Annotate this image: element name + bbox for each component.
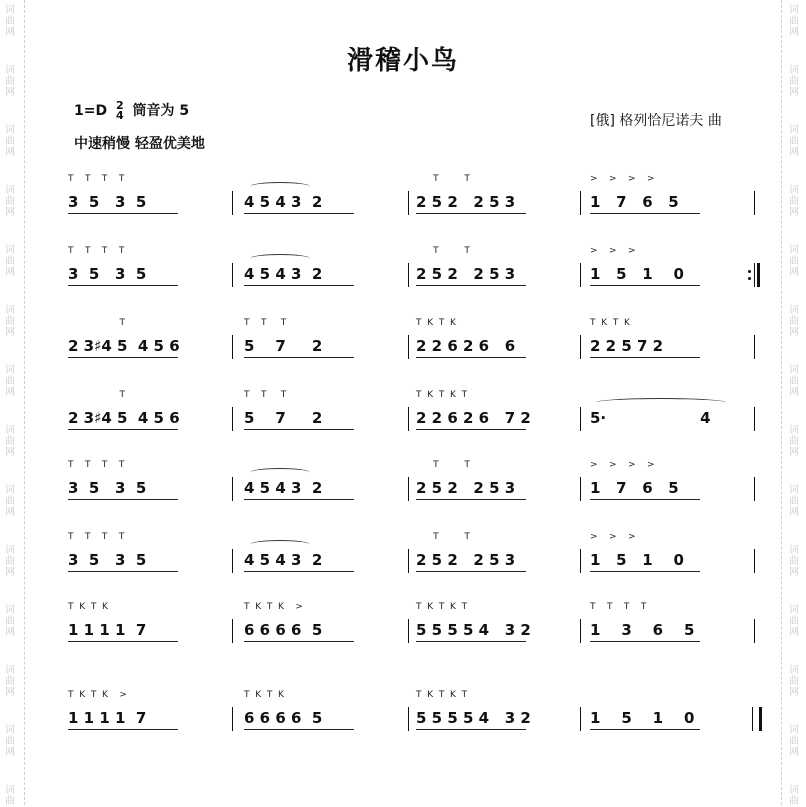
beam-underline [68, 357, 178, 358]
watermark-char: 曲 [5, 16, 15, 27]
bar-line [408, 619, 409, 643]
watermark-char: 词 [5, 545, 15, 556]
time-signature [116, 101, 124, 121]
articulation-marks: T T [416, 246, 470, 256]
watermark-char: 曲 [789, 256, 799, 267]
bar-line [580, 477, 581, 501]
beam-underline [244, 213, 354, 214]
articulation-marks: T [68, 390, 125, 400]
slur [250, 468, 310, 477]
bar-line [580, 549, 581, 573]
beam-underline [416, 429, 526, 430]
measure-notes: 4 5 4 3 2 [244, 265, 323, 283]
tempo-marking: 中速稍慢 轻盈优美地 [74, 136, 205, 152]
beam-underline [416, 499, 526, 500]
measure-notes: 2 5 2 2 5 3 [416, 193, 516, 211]
watermark-char: 曲 [789, 376, 799, 387]
measure-notes: 1 5 1 0 [590, 265, 684, 283]
articulation-marks: T T T T [68, 532, 125, 542]
bar-line [408, 263, 409, 287]
watermark-char: 曲 [5, 316, 15, 327]
watermark-char: 曲 [789, 496, 799, 507]
watermark-char: 词 [5, 245, 15, 256]
bar-line [408, 191, 409, 215]
measure-notes: 2 5 2 2 5 3 [416, 551, 516, 569]
beam-underline [590, 285, 700, 286]
articulation-marks: T T [416, 532, 470, 542]
watermark-char: 曲 [789, 436, 799, 447]
articulation-marks: T K T K [244, 690, 284, 700]
bar-line [408, 335, 409, 359]
beam-underline [590, 499, 700, 500]
bar-line [754, 191, 755, 215]
beam-underline [416, 213, 526, 214]
tie [596, 398, 726, 407]
watermark-char: 网 [789, 687, 799, 698]
beam-underline [590, 571, 700, 572]
watermark-char: 曲 [789, 136, 799, 147]
bar-line [232, 335, 233, 359]
watermark-char: 词 [5, 5, 15, 16]
watermark-char: 词 [5, 365, 15, 376]
watermark-char: 网 [5, 267, 15, 278]
bar-line [580, 407, 581, 431]
measure-notes: 3 5 3 5 [68, 265, 147, 283]
page-title: 滑稽小鸟 [346, 46, 459, 76]
watermark-char: 网 [5, 87, 15, 98]
measure-notes: 1 7 6 5 [590, 193, 679, 211]
score-row [60, 462, 770, 512]
watermark-char: 词 [5, 725, 15, 736]
watermark-char: 曲 [5, 136, 15, 147]
watermark-char: 词 [789, 5, 799, 16]
beam-underline [244, 429, 354, 430]
watermark-char: 曲 [789, 676, 799, 687]
final-barline [752, 707, 762, 731]
watermark-char: 词 [789, 725, 799, 736]
score-row [60, 692, 770, 742]
measure-notes: 1 5 1 0 [590, 551, 684, 569]
beam-underline [590, 729, 700, 730]
measure-notes: 5 5 5 5 4 3 2 [416, 621, 531, 639]
watermark-char: 曲 [789, 556, 799, 567]
watermark-char: 词 [789, 125, 799, 136]
measure-notes: 1 1 1 1 7 [68, 621, 147, 639]
measure-notes: 4 5 4 3 2 [244, 479, 323, 497]
watermark-char: 曲 [5, 196, 15, 207]
watermark-char: 曲 [5, 556, 15, 567]
watermark-char: 曲 [5, 796, 15, 807]
beam-underline [68, 499, 178, 500]
bar-line [580, 335, 581, 359]
bar-line [408, 407, 409, 431]
articulation-marks: T T T T [68, 460, 125, 470]
watermark-char: 网 [5, 627, 15, 638]
beam-underline [244, 571, 354, 572]
bar-line [580, 707, 581, 731]
measure-notes: 6 6 6 6 5 [244, 621, 323, 639]
watermark-char: 词 [789, 605, 799, 616]
watermark-char: 词 [5, 605, 15, 616]
articulation-marks: T T T T [590, 602, 647, 612]
watermark-char: 曲 [789, 736, 799, 747]
watermark-char: 网 [789, 627, 799, 638]
articulation-marks: T K T K [416, 318, 456, 328]
key-suffix: 筒音为 5 [132, 103, 190, 119]
bar-line [232, 549, 233, 573]
watermark-char: 网 [5, 507, 15, 518]
watermark-char: 网 [5, 567, 15, 578]
beam-underline [244, 357, 354, 358]
beam-underline [68, 571, 178, 572]
watermark-char: 曲 [789, 196, 799, 207]
bar-line [580, 619, 581, 643]
measure-notes: 2 2 5 7 2 [590, 337, 664, 355]
beam-underline [416, 641, 526, 642]
measure-notes: 6 6 6 6 5 [244, 709, 323, 727]
measure-notes: 5· 4 [590, 409, 711, 427]
watermark-char: 曲 [789, 616, 799, 627]
key-prefix: 1=D [74, 103, 108, 119]
bar-line [408, 477, 409, 501]
watermark-char: 网 [789, 207, 799, 218]
watermark-char: 曲 [5, 676, 15, 687]
bar-line [408, 549, 409, 573]
watermark-char: 曲 [5, 736, 15, 747]
beam-underline [416, 571, 526, 572]
beam-underline [68, 213, 178, 214]
bar-line [754, 619, 755, 643]
beam-underline [590, 357, 700, 358]
repeat-end-barline [748, 263, 762, 287]
watermark-char: 曲 [5, 496, 15, 507]
articulation-marks: > > > > [590, 174, 655, 184]
watermark-char: 网 [789, 27, 799, 38]
beam-underline [244, 499, 354, 500]
articulation-marks: T K T K T [416, 390, 468, 400]
measure-notes: 2 2 6 2 6 7 2 [416, 409, 531, 427]
watermark-char: 词 [5, 785, 15, 796]
beam-underline [68, 285, 178, 286]
beam-underline [590, 641, 700, 642]
bar-line [754, 335, 755, 359]
composer-credit: [俄] 格列恰尼诺夫 曲 [590, 113, 722, 129]
watermark-char: 词 [5, 65, 15, 76]
watermark-char: 词 [789, 245, 799, 256]
time-top: 2 [115, 99, 124, 112]
articulation-marks: > > > [590, 246, 636, 256]
measure-notes: 2 3♯4 5 4 5 6 [68, 409, 180, 427]
beam-underline [244, 285, 354, 286]
bar-line [754, 407, 755, 431]
bar-line [232, 191, 233, 215]
watermark-char: 网 [789, 387, 799, 398]
watermark-char: 网 [789, 87, 799, 98]
measure-notes: 2 3♯4 5 4 5 6 [68, 337, 180, 355]
beam-underline [68, 429, 178, 430]
measure-notes: 4 5 4 3 2 [244, 551, 323, 569]
watermark-char: 曲 [5, 76, 15, 87]
bar-line [754, 549, 755, 573]
time-bottom: 4 [115, 109, 124, 122]
watermark-char: 曲 [5, 376, 15, 387]
articulation-marks: > > > > [590, 460, 655, 470]
measure-notes: 2 5 2 2 5 3 [416, 265, 516, 283]
articulation-marks: T T T T [68, 246, 125, 256]
articulation-marks: T K T K > [68, 690, 127, 700]
watermark-char: 网 [5, 387, 15, 398]
bar-line [232, 407, 233, 431]
score-row [60, 320, 770, 370]
measure-notes: 5 7 2 [244, 409, 323, 427]
watermark-char: 词 [789, 665, 799, 676]
watermark-char: 网 [789, 507, 799, 518]
articulation-marks: T T [416, 460, 470, 470]
bar-line [580, 191, 581, 215]
measure-notes: 5 7 2 [244, 337, 323, 355]
watermark-char: 曲 [5, 436, 15, 447]
watermark-char: 网 [5, 447, 15, 458]
watermark-char: 词 [789, 545, 799, 556]
watermark-char: 网 [789, 327, 799, 338]
measure-notes: 1 5 1 0 [590, 709, 695, 727]
bar-line [754, 477, 755, 501]
score-row [60, 248, 770, 298]
beam-underline [416, 285, 526, 286]
watermark-char: 曲 [789, 76, 799, 87]
watermark-char: 曲 [789, 16, 799, 27]
articulation-marks: T [68, 318, 125, 328]
watermark-char: 网 [5, 147, 15, 158]
watermark-char: 网 [5, 327, 15, 338]
watermark-char: 网 [789, 747, 799, 758]
watermark-char: 曲 [789, 316, 799, 327]
watermark-char: 词 [5, 185, 15, 196]
measure-notes: 1 7 6 5 [590, 479, 679, 497]
articulation-marks: T K T K T [416, 602, 468, 612]
measure-notes: 1 3 6 5 [590, 621, 695, 639]
watermark-char: 网 [789, 147, 799, 158]
watermark-char: 网 [789, 267, 799, 278]
watermark-char: 词 [789, 485, 799, 496]
articulation-marks: T T T T [68, 174, 125, 184]
articulation-marks: T T T [244, 390, 287, 400]
watermark-char: 网 [5, 207, 15, 218]
watermark-char: 词 [789, 365, 799, 376]
measure-notes: 2 5 2 2 5 3 [416, 479, 516, 497]
articulation-marks: T K T K > [244, 602, 303, 612]
watermark-char: 词 [789, 185, 799, 196]
slur [250, 540, 310, 549]
beam-underline [68, 641, 178, 642]
watermark-char: 曲 [789, 796, 799, 807]
watermark-char: 词 [5, 665, 15, 676]
score-row [60, 392, 770, 442]
beam-underline [244, 641, 354, 642]
bar-line [580, 263, 581, 287]
watermark-char: 词 [789, 65, 799, 76]
watermark-char: 词 [5, 305, 15, 316]
watermark-char: 词 [789, 785, 799, 796]
watermark-char: 网 [789, 447, 799, 458]
measure-notes: 3 5 3 5 [68, 551, 147, 569]
slur [250, 254, 310, 263]
beam-underline [416, 729, 526, 730]
bar-line [232, 263, 233, 287]
bar-line [232, 619, 233, 643]
watermark-char: 词 [789, 305, 799, 316]
watermark-char: 网 [789, 567, 799, 578]
articulation-marks: T K T K T [416, 690, 468, 700]
bar-line [232, 707, 233, 731]
watermark-char: 网 [5, 687, 15, 698]
beam-underline [590, 213, 700, 214]
measure-notes: 2 2 6 2 6 6 [416, 337, 516, 355]
watermark-char: 曲 [5, 256, 15, 267]
articulation-marks: T K T K [68, 602, 108, 612]
measure-notes: 5 5 5 5 4 3 2 [416, 709, 531, 727]
watermark-char: 词 [5, 485, 15, 496]
watermark-char: 网 [5, 27, 15, 38]
watermark-char: 网 [5, 747, 15, 758]
measure-notes: 3 5 3 5 [68, 479, 147, 497]
beam-underline [244, 729, 354, 730]
watermark-char: 词 [789, 425, 799, 436]
watermark-char: 曲 [5, 616, 15, 627]
articulation-marks: T T [416, 174, 470, 184]
score-row [60, 534, 770, 584]
beam-underline [416, 357, 526, 358]
bar-line [232, 477, 233, 501]
measure-notes: 3 5 3 5 [68, 193, 147, 211]
articulation-marks: > > > [590, 532, 636, 542]
bar-line [408, 707, 409, 731]
measure-notes: 4 5 4 3 2 [244, 193, 323, 211]
key-signature [74, 100, 189, 121]
beam-underline [68, 729, 178, 730]
watermark-char: 词 [5, 425, 15, 436]
articulation-marks: T K T K [590, 318, 630, 328]
articulation-marks: T T T [244, 318, 287, 328]
slur [250, 182, 310, 191]
score-row [60, 176, 770, 226]
score-row [60, 604, 770, 654]
measure-notes: 1 1 1 1 7 [68, 709, 147, 727]
watermark-char: 词 [5, 125, 15, 136]
